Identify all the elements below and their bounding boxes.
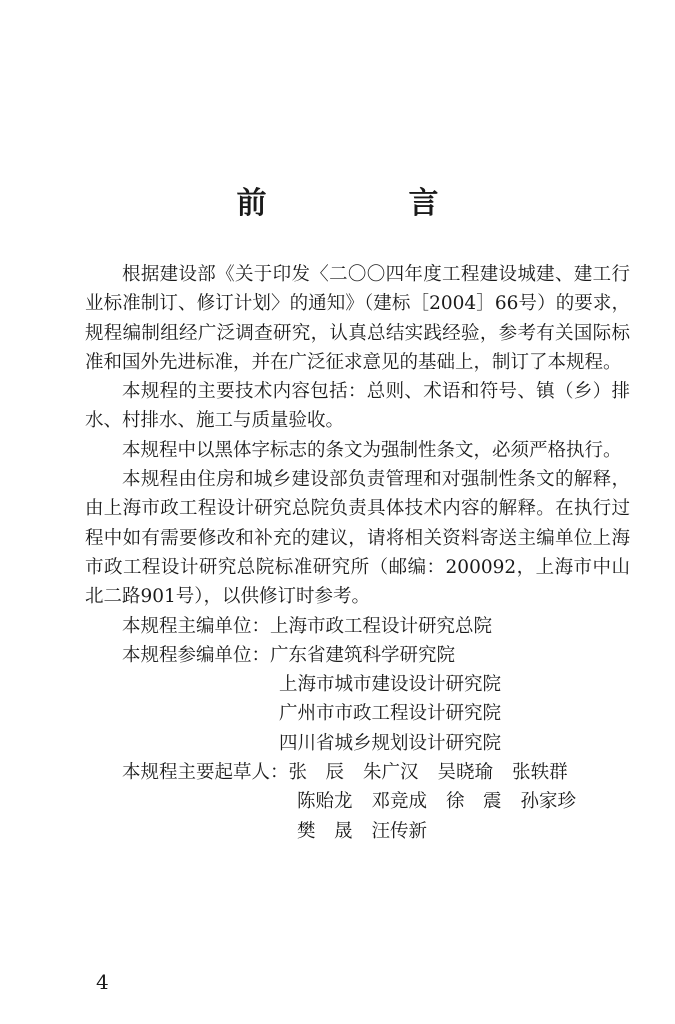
page-number: 4 [96,970,109,994]
chief-unit-value: 上海市政工程设计研究总院 [270,615,493,637]
participating-unit: 广州市市政工程设计研究院 [279,703,502,725]
drafter-name: 陈贻龙 [297,791,353,813]
paragraph-mandatory: 本规程中以黑体字标志的条文为强制性条文，必须严格执行。 [122,439,622,461]
body-text [85,260,630,846]
participating-units-label: 本规程参编单位： [122,644,271,666]
paragraph-background: 根据建设部《关于印发〈二〇〇四年度工程建设城建、建工行业标准制订、修订计划〉的通知》（建标［2004］66号）的要求，规程编制组经广泛调查研究，认真总结实践经验，参考有关国际标准和国外先进标准，并在广泛征求意见的基础上，制订了本规程。 [85,264,630,373]
drafter-name: 徐 震 [446,791,502,813]
drafter-name: 吴晓瑜 [437,762,494,784]
drafter-name: 樊 晟 [297,820,353,842]
drafter-names [85,787,630,816]
paragraph-management: 本规程由住房和城乡建设部负责管理和对强制性条文的解释，由上海市政工程设计研究总院负责具体技术内容的解释。在执行过程中如有需要修改和补充的建议，请将相关资料寄送主编单位上海市政工程设计研究总院标准研究所（邮编：200092，上海市中山北二路901号），以供修订时参考。 [85,469,630,608]
drafter-name: 张轶群 [512,762,568,784]
drafter-name: 孙家珍 [520,791,577,813]
drafter-name: 邓竞成 [371,791,428,813]
participating-units-row [85,641,630,670]
drafter-name: 张 辰 [288,762,345,784]
drafter-names [289,758,568,787]
drafter-name: 朱广汉 [363,762,419,784]
drafter-names [85,817,630,846]
drafters-row [85,758,630,787]
drafters-label: 本规程主要起草人： [122,762,289,784]
paragraph-main-content: 本规程的主要技术内容包括：总则、术语和符号、镇（乡）排水、村排水、施工与质量验收。 [85,381,630,432]
drafter-name: 汪传新 [371,820,428,842]
participating-unit: 四川省城乡规划设计研究院 [279,732,502,754]
participating-unit: 上海市城市建设设计研究院 [279,674,502,696]
chief-unit-label: 本规程主编单位： [122,615,271,637]
participating-unit: 广东省建筑科学研究院 [270,644,456,666]
chief-unit-row [85,612,630,641]
page-title: 前 言 [236,186,495,221]
